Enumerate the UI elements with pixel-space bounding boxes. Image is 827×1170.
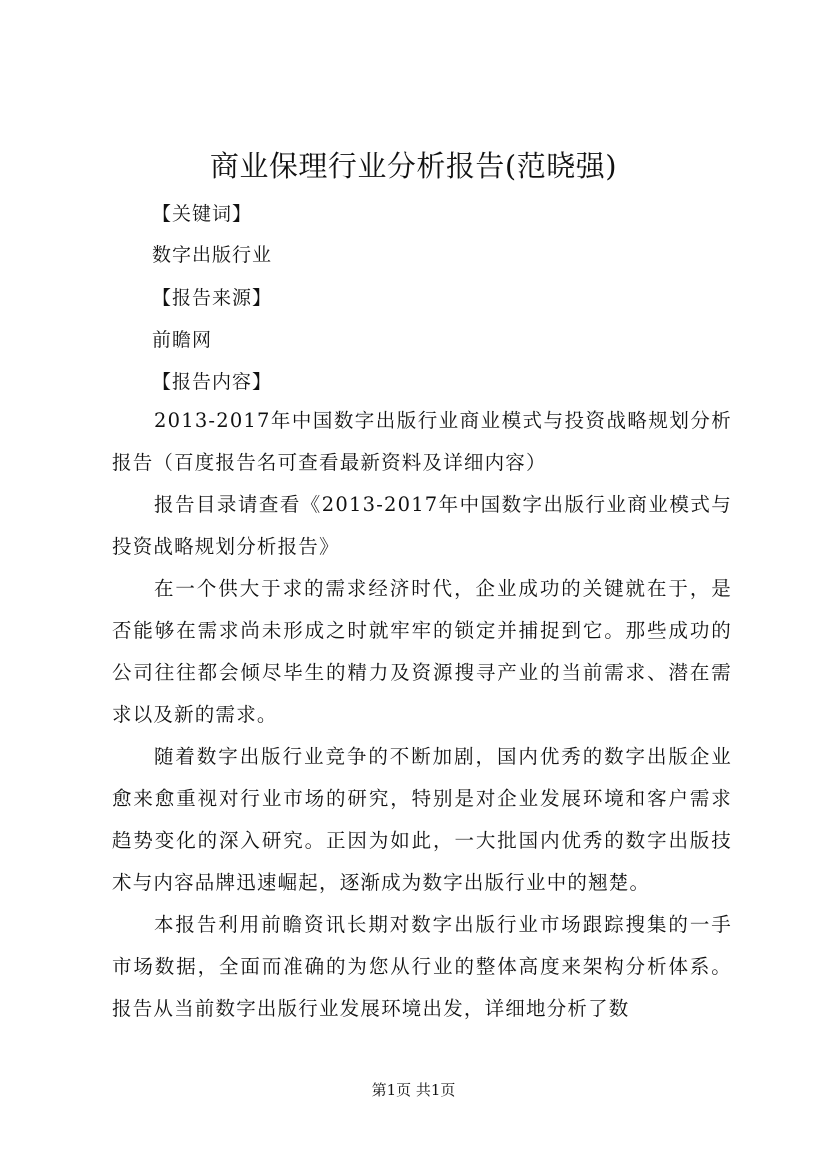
- keywords-value: 数字出版行业: [152, 244, 273, 266]
- keywords-label: 【关键词】: [152, 203, 253, 225]
- paragraph-report-title: 2013-2017年中国数字出版行业商业模式与投资战略规划分析报告（百度报告名可查看最新资料及详细内容）: [112, 409, 732, 474]
- source-value: 前瞻网: [152, 329, 213, 351]
- page-footer: 第1页 共1页: [371, 1081, 456, 1099]
- paragraph-report-method: 本报告利用前瞻资讯长期对数字出版行业市场跟踪搜集的一手市场数据，全面而准确的为您从行业的整体高度来架构分析体系。报告从当前数字出版行业发展环境出发，详细地分析了数: [112, 913, 732, 1020]
- paragraph-demand-economy: 在一个供大于求的需求经济时代，企业成功的关键就在于，是否能够在需求尚未形成之时就牢牢的锁定并捕捉到它。那些成功的公司往往都会倾尽毕生的精力及资源搜寻产业的当前需求、潜在需求以及新的需求。: [112, 577, 732, 726]
- source-label: 【报告来源】: [152, 287, 273, 309]
- paragraph-competition: 随着数字出版行业竞争的不断加剧，国内优秀的数字出版企业愈来愈重视对行业市场的研究，特别是对企业发展环境和客户需求趋势变化的深入研究。正因为如此，一大批国内优秀的数字出版技术与内容品牌迅速崛起，逐渐成为数字出版行业中的翘楚。: [112, 745, 732, 894]
- content-label: 【报告内容】: [152, 371, 273, 393]
- document-title: 商业保理行业分析报告(范晓强): [209, 149, 618, 183]
- paragraph-report-toc: 报告目录请查看《2013-2017年中国数字出版行业商业模式与投资战略规划分析报告》: [112, 493, 732, 558]
